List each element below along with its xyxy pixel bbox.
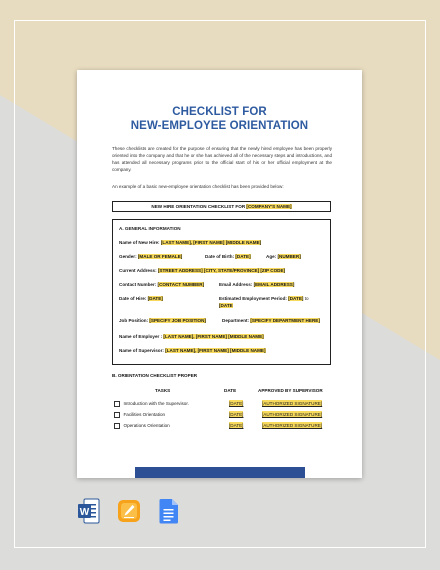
new-hire-value: [LAST NAME], [FIRST NAME] [MIDDLE NAME] (160, 240, 262, 245)
task-name: Operations Orientation (123, 423, 170, 428)
task-signature: [AUTHORIZED SIGNATURE] (262, 412, 323, 417)
task-signature: [AUTHORIZED SIGNATURE] (262, 401, 323, 406)
hire-date-label: Date of Hire: (119, 296, 147, 301)
task-name: Facilities Orientation (123, 412, 166, 417)
employment-period-end-row (219, 302, 233, 309)
employment-period-label: Estimated Employment Period: (219, 296, 287, 301)
word-letter: W (79, 507, 90, 518)
gender-value: [MALE OR FEMALE] (137, 254, 183, 259)
department-row (222, 317, 320, 324)
job-position-value: [SPECIFY JOB POSITION] (149, 318, 206, 323)
address-row (119, 267, 285, 274)
employment-period-to: to (304, 296, 309, 301)
employment-period-end: [DATE (219, 303, 233, 308)
email-label: Email Address: (219, 282, 253, 287)
employer-row (119, 333, 264, 340)
hire-date-row (119, 295, 163, 302)
google-docs-icon[interactable] (158, 498, 180, 524)
job-position-row (119, 317, 206, 324)
email-value: [EMAIL ADDRESS] (253, 282, 295, 287)
checklist-header (112, 201, 331, 212)
employer-value: [LAST NAME], [FIRST NAME] [MIDDLE NAME] (163, 334, 264, 339)
hire-date-value: [DATE] (147, 296, 163, 301)
footer-bar (135, 467, 305, 478)
contact-label: Contact Number: (119, 282, 157, 287)
checkbox-icon[interactable] (114, 401, 120, 407)
task-row-3 (114, 422, 170, 429)
task-signature: [AUTHORIZED SIGNATURE] (262, 423, 323, 428)
gender-label: Gender: (119, 254, 137, 259)
task-row-1 (114, 400, 189, 407)
doc-title-line1: CHECKLIST FOR (172, 106, 267, 118)
task-date: [DATE] (229, 412, 244, 417)
col-date-header: DATE (224, 388, 237, 393)
contact-row (119, 281, 204, 288)
general-information-box (112, 219, 331, 365)
col-tasks-header: TASKS (155, 388, 171, 393)
col-approved-header: APPROVED BY SUPERVISOR (258, 388, 323, 393)
email-row (219, 281, 294, 288)
section-a-title: A. GENERAL INFORMATION (119, 226, 181, 231)
company-name-field: [COMPANY'S NAME] (246, 204, 292, 209)
address-value: [STREET ADDRESS] [CITY, STATE/PROVINCE] [ZIP CODE] (157, 268, 286, 273)
checklist-header-text: NEW HIRE ORIENTATION CHECKLIST FOR (151, 204, 246, 209)
age-value: [NUMBER] (277, 254, 301, 259)
checkbox-icon[interactable] (114, 412, 120, 418)
supervisor-value: [LAST NAME], [FIRST NAME] [MIDDLE NAME] (165, 348, 266, 353)
address-label: Current Address: (119, 268, 157, 273)
employment-period-start: [DATE] (288, 296, 304, 301)
checkbox-icon[interactable] (114, 423, 120, 429)
dob-value: [DATE] (235, 254, 251, 259)
document-page (77, 70, 362, 478)
dob-row (205, 253, 251, 260)
new-hire-row (119, 239, 261, 246)
new-hire-label: Name of New Hire: (119, 240, 160, 245)
department-label: Department: (222, 318, 250, 323)
supervisor-label: Name of Supervisor: (119, 348, 164, 353)
employment-period-row (219, 295, 309, 302)
task-row-2 (114, 411, 165, 418)
age-label: Age: (266, 254, 277, 259)
age-row (266, 253, 301, 260)
task-name: Introduction with the Supervisor. (123, 401, 189, 406)
task-date: [DATE] (229, 401, 244, 406)
section-b-title: B. ORIENTATION CHECKLIST PROPER (112, 373, 198, 378)
department-value: [SPECIFY DEPARTMENT HERE] (250, 318, 320, 323)
job-position-label: Job Position: (119, 318, 149, 323)
pages-icon[interactable] (118, 498, 140, 524)
doc-title-line2: NEW-EMPLOYEE ORIENTATION (130, 120, 309, 132)
gender-row (119, 253, 182, 260)
dob-label: Date of Birth: (205, 254, 235, 259)
contact-value: [CONTACT NUMBER] (157, 282, 205, 287)
word-icon[interactable] (78, 498, 100, 524)
example-line: An example of a basic new-employee orientation checklist has been provided below: (112, 184, 284, 189)
supervisor-row (119, 347, 266, 354)
intro-paragraph: These checklists are created for the purpose of ensuring that the newly hired employee has been properly oriented into the company and that he or she has achieved all of the necessary steps and introductions, and has attended all necessary programs prior to the official start of his or her official employment at the company. (112, 146, 332, 172)
task-date: [DATE] (229, 423, 244, 428)
employer-label: Name of Employer : (119, 334, 163, 339)
